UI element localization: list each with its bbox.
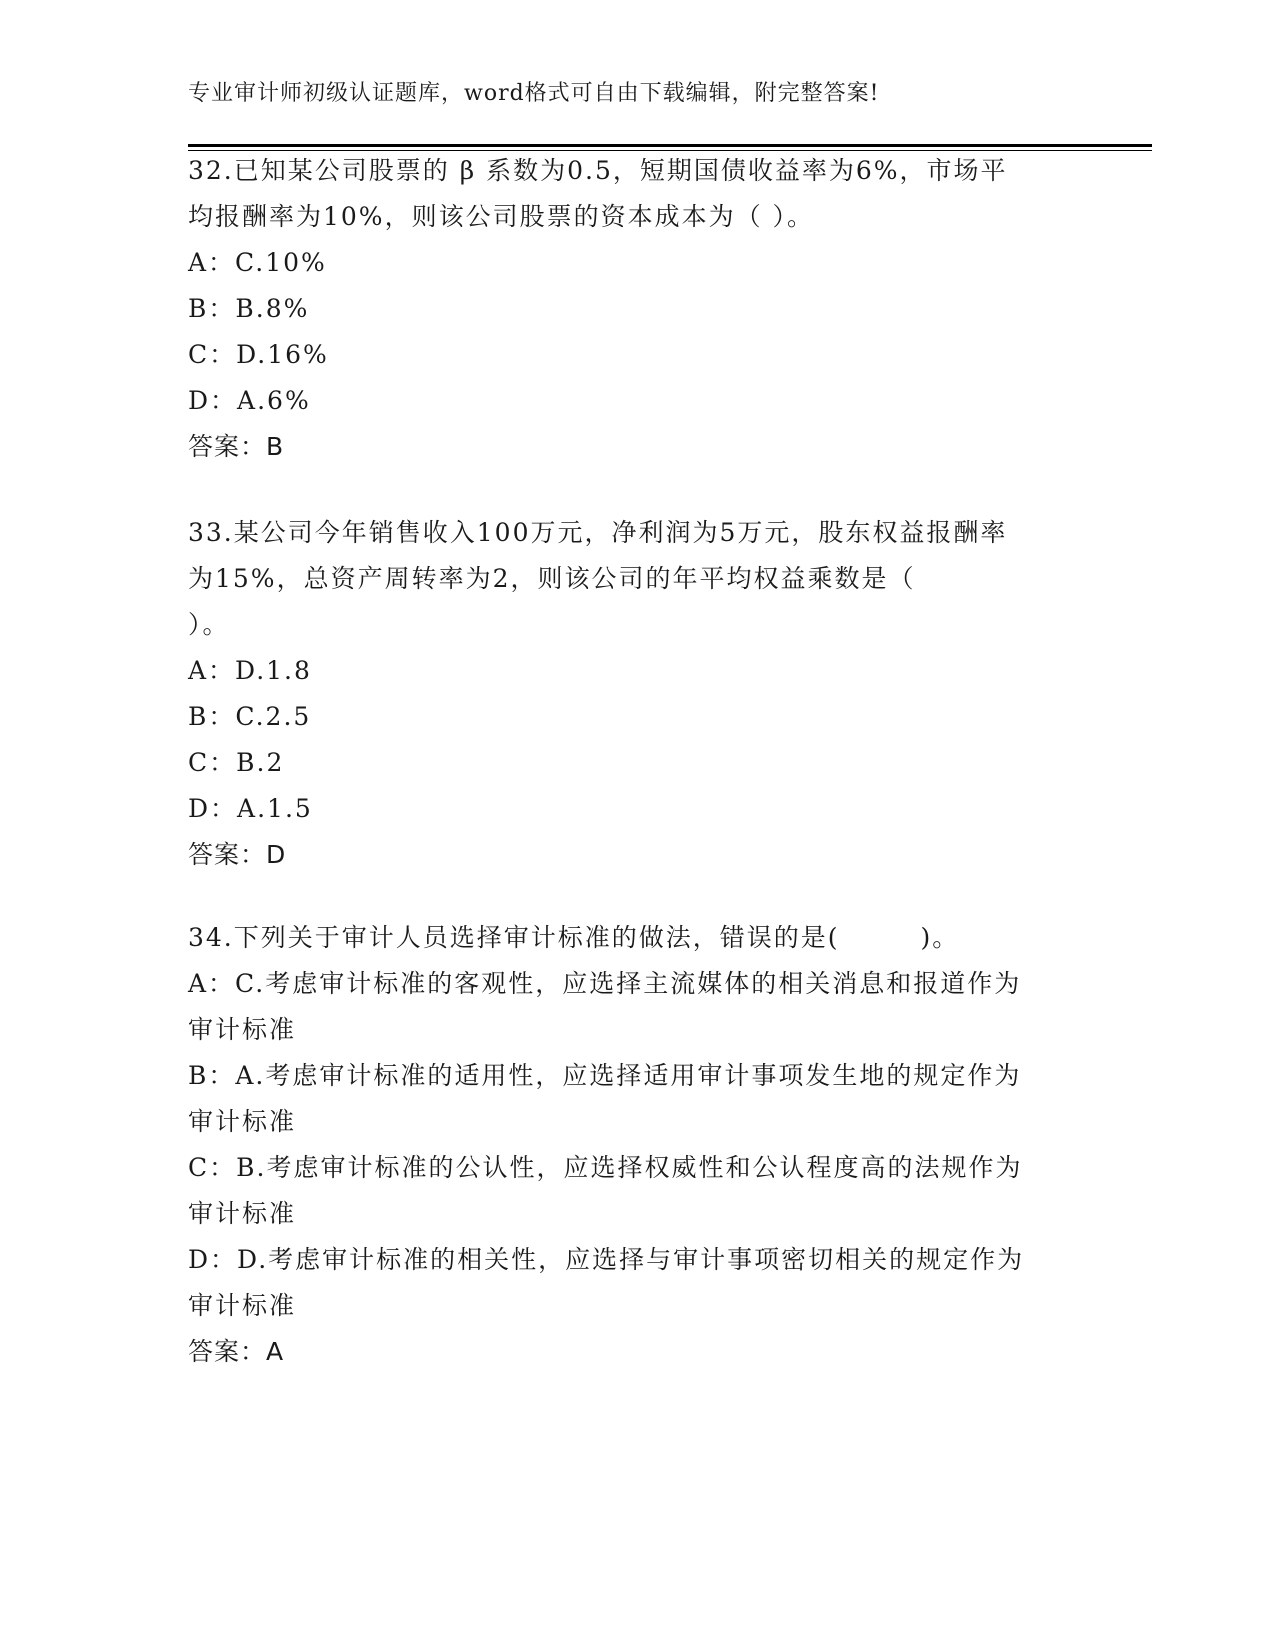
answer: 答案：B: [188, 432, 285, 461]
option-b: B：A.考虑审计标准的适用性，应选择适用审计事项发生地的规定作为: [188, 1061, 1022, 1090]
answer: 答案：D: [188, 840, 287, 869]
option-c: C：D.16%: [188, 340, 329, 369]
question-stem: 34.下列关于审计人员选择审计标准的做法，错误的是( )。: [188, 923, 960, 952]
option-d: D：A.1.5: [188, 794, 313, 823]
question-stem: ）。: [188, 610, 230, 639]
question-stem: 均报酬率为10%，则该公司股票的资本成本为（ ）。: [188, 202, 815, 231]
option-a: A：C.考虑审计标准的客观性，应选择主流媒体的相关消息和报道作为: [188, 969, 1022, 998]
question-stem: 32.已知某公司股票的 β 系数为0.5，短期国债收益率为6%，市场平: [188, 156, 1008, 185]
question-33: [188, 510, 1088, 878]
option-c: C：B.2: [188, 748, 285, 777]
option-a-cont: 审计标准: [188, 1015, 297, 1044]
option-d: D：D.考虑审计标准的相关性，应选择与审计事项密切相关的规定作为: [188, 1245, 1025, 1274]
question-34: [188, 915, 1088, 1375]
option-a: A：D.1.8: [188, 656, 312, 685]
option-b: B：C.2.5: [188, 702, 312, 731]
option-d: D：A.6%: [188, 386, 311, 415]
answer: 答案：A: [188, 1337, 285, 1366]
option-d-cont: 审计标准: [188, 1291, 297, 1320]
document-header: 专业审计师初级认证题库，word格式可自由下载编辑，附完整答案!: [188, 81, 880, 106]
option-a: A：C.10%: [188, 248, 327, 277]
question-stem: 33.某公司今年销售收入100万元，净利润为5万元，股东权益报酬率: [188, 518, 1008, 547]
header-rule-thick: [188, 144, 1152, 147]
option-b: B：B.8%: [188, 294, 310, 323]
option-c: C：B.考虑审计标准的公认性，应选择权威性和公认程度高的法规作为: [188, 1153, 1023, 1182]
option-c-cont: 审计标准: [188, 1199, 297, 1228]
question-32: [188, 148, 1088, 470]
option-b-cont: 审计标准: [188, 1107, 297, 1136]
question-stem: 为15%，总资产周转率为2，则该公司的年平均权益乘数是（: [188, 564, 916, 593]
